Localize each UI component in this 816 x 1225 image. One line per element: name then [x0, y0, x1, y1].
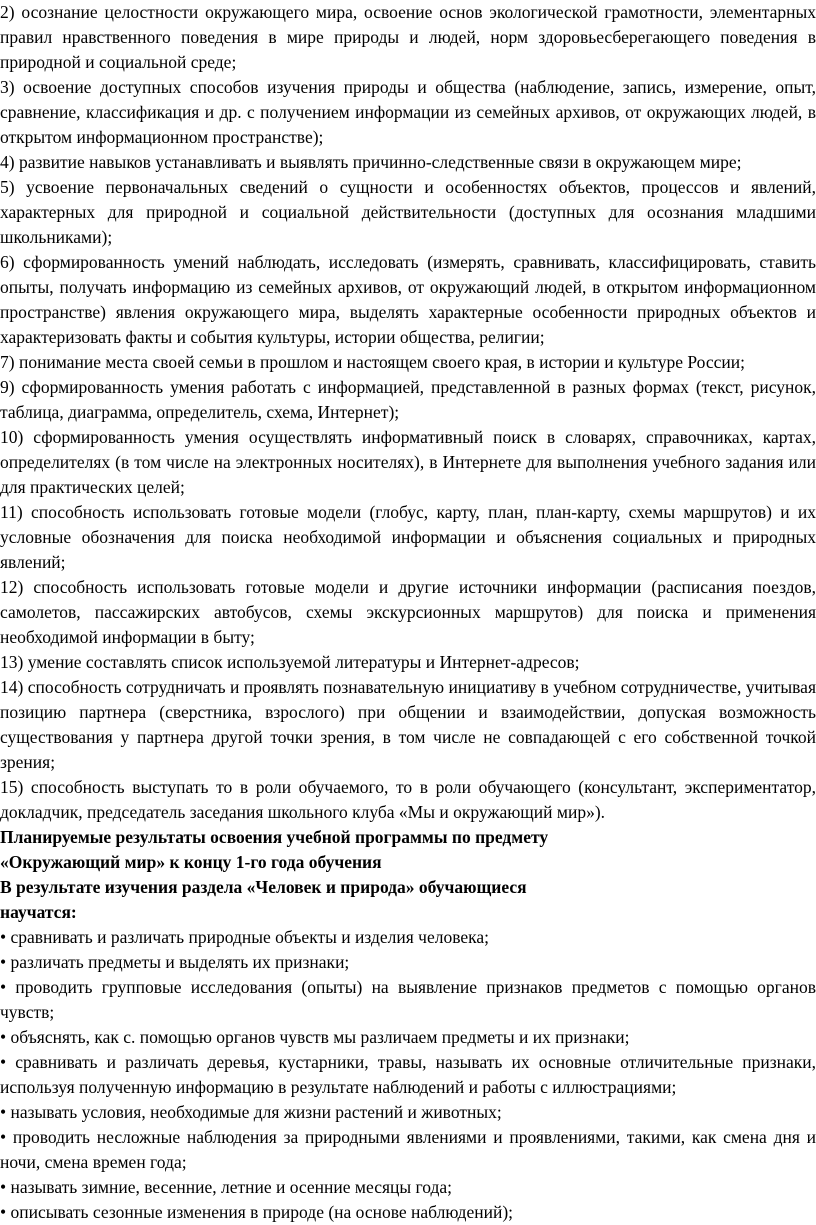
- list-item-14: 14) способность сотрудничать и проявлять познавательную инициативу в учебном сотрудничестве, учитывая позицию партнера (сверстника, взрослого) при общении и взаимодействии, допуская возможность существования у партнера другой точки зрения, в том числе не совпадающей с его собственной точкой зрения;: [0, 677, 816, 772]
- bullet-item: • объяснять, как с. помощью органов чувств мы различаем предметы и их признаки;: [0, 1027, 630, 1047]
- bullet-item: • различать предметы и выделять их признаки;: [0, 952, 350, 972]
- subsection-heading-line-2: научатся:: [0, 902, 77, 922]
- bullet-item: • сравнивать и различать природные объекты и изделия человека;: [0, 927, 489, 947]
- list-item-11: 11) способность использовать готовые модели (глобус, карту, план, план-карту, схемы маршрутов) и их условные обозначения для поиска необходимой информации и объяснения социальных и природных явлений;: [0, 502, 816, 572]
- section-heading-line-1: Планируемые результаты освоения учебной программы по предмету: [0, 827, 549, 847]
- list-item-10: 10) сформированность умения осуществлять информативный поиск в словарях, справочниках, картах, определителях (в том числе на электронных носителях), в Интернете для выполнения учебного задания или для практических целей;: [0, 427, 816, 497]
- bullet-item: • проводить групповые исследования (опыты) на выявление признаков предметов с помощью органов чувств;: [0, 977, 816, 1022]
- list-item-4: 4) развитие навыков устанавливать и выявлять причинно-следственные связи в окружающем мире;: [0, 152, 742, 172]
- list-item-7: 7) понимание места своей семьи в прошлом и настоящем своего края, в истории и культуре России;: [0, 352, 745, 372]
- bullet-item: • сравнивать и различать деревья, кустарники, травы, называть их основные отличительные признаки, используя полученную информацию в результате наблюдений и работы с иллюстрациями;: [0, 1052, 816, 1097]
- section-heading-line-2: «Окружающий мир» к концу 1-го года обучения: [0, 852, 382, 872]
- bullet-item: • проводить несложные наблюдения за природными явлениями и проявлениями, такими, как смена дня и ночи, смена времен года;: [0, 1127, 816, 1172]
- list-item-3: 3) освоение доступных способов изучения природы и общества (наблюдение, запись, измерение, опыт, сравнение, классификация и др. с получением информации из семейных архивов, от окружающих людей, в открытом информационном пространстве);: [0, 77, 816, 147]
- subsection-heading-line-1: В результате изучения раздела «Человек и природа» обучающиеся: [0, 877, 527, 897]
- list-item-12: 12) способность использовать готовые модели и другие источники информации (расписания поездов, самолетов, пассажирских автобусов, схемы экскурсионных маршрутов) для поиска и применения необходимой информации в быту;: [0, 577, 816, 647]
- list-item-13: 13) умение составлять список используемой литературы и Интернет-адресов;: [0, 652, 580, 672]
- list-item-2: 2) осознание целостности окружающего мира, освоение основ экологической грамотности, элементарных правил нравственного поведения в мире природы и людей, норм здоровьесберегающего поведения в природной и социальной среде;: [0, 2, 816, 72]
- list-item-9: 9) сформированность умения работать с информацией, представленной в разных формах (текст, рисунок, таблица, диаграмма, определитель, схема, Интернет);: [0, 377, 816, 422]
- bullet-item: • называть зимние, весенние, летние и осенние месяцы года;: [0, 1177, 453, 1197]
- list-item-5: 5) усвоение первоначальных сведений о сущности и особенностях объектов, процессов и явлений, характерных для природной и социальной действительности (доступных для осознания младшими школьниками);: [0, 177, 816, 247]
- list-item-6: 6) сформированность умений наблюдать, исследовать (измерять, сравнивать, классифицировать, ставить опыты, получать информацию из семейных архивов, от окружающий людей, в открытом информационном пространстве) явления окружающего мира, выделять характерные особенности природных объектов и характеризовать факты и события культуры, истории общества, религии;: [0, 252, 816, 347]
- bullet-item: • описывать сезонные изменения в природе (на основе наблюдений);: [0, 1202, 514, 1222]
- bullet-item: • называть условия, необходимые для жизни растений и животных;: [0, 1102, 502, 1122]
- list-item-15: 15) способность выступать то в роли обучаемого, то в роли обучающего (консультант, экспериментатор, докладчик, председатель заседания школьного клуба «Мы и окружающий мир»).: [0, 777, 816, 822]
